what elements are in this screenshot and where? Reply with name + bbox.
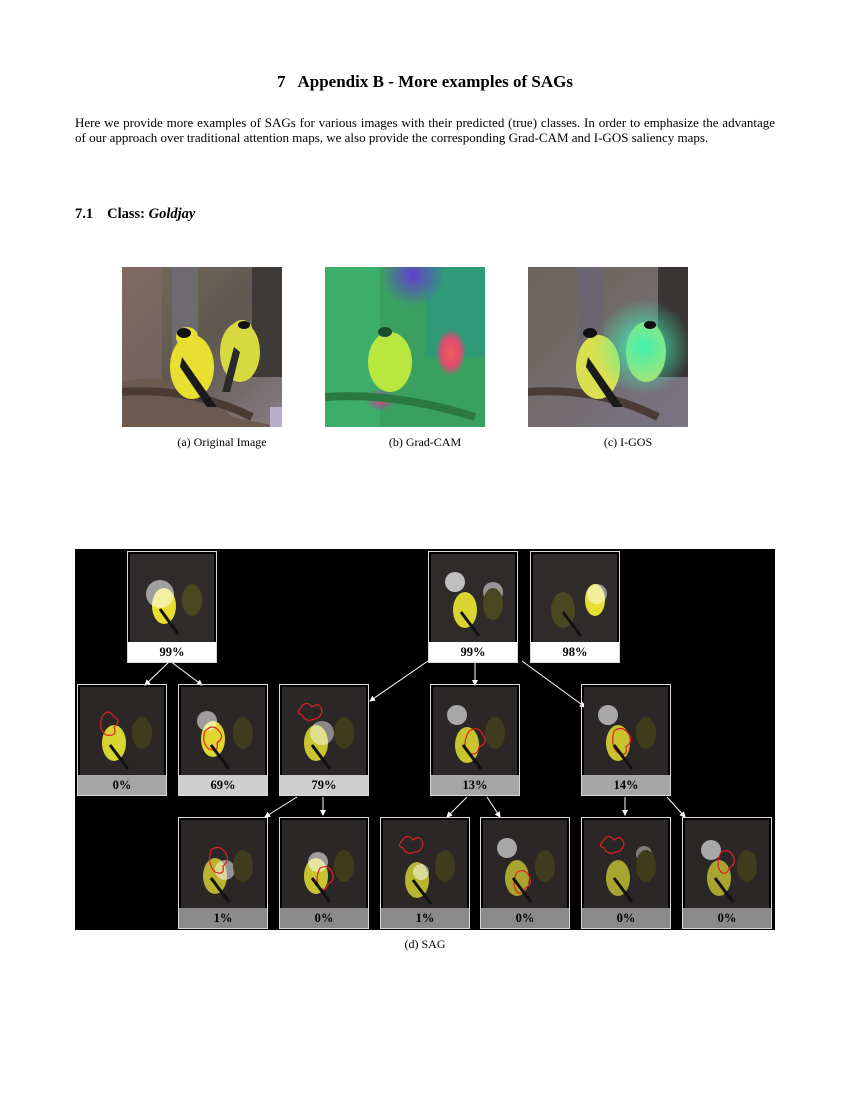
sag-node-l2-3 [279,684,369,796]
sag-thumbnail [533,554,617,642]
sag-node-l2-4 [430,684,520,796]
sag-probability: 79% [280,775,368,795]
sag-probability: 98% [531,642,619,662]
sag-thumbnail [181,820,265,908]
section-title: Appendix B - More examples of SAGs [297,72,573,91]
sag-thumbnail [433,687,517,775]
sag-thumbnail [483,820,567,908]
caption-original: (a) Original Image [177,435,267,449]
sag-node-l2-2 [178,684,268,796]
caption-gradcam: (b) Grad-CAM [388,435,462,449]
caption-igos: (c) I-GOS [603,435,653,449]
sag-probability: 13% [431,775,519,795]
sag-probability: 0% [582,908,670,928]
sag-probability: 0% [78,775,166,795]
sag-node-l3-4 [480,817,570,929]
sag-thumbnail [130,554,214,642]
figure-gradcam [325,267,485,427]
intro-paragraph: Here we provide more examples of SAGs for various images with their predicted (true) classes. In order to emphasize the advantage of our approach over traditional attention maps, we also provide the corresponding Grad-CAM and I-GOS saliency maps. [75,115,775,145]
sag-panel [75,549,775,930]
section-heading [0,72,850,92]
class-name: Goldjay [148,206,196,222]
figure-original-image [122,267,282,427]
sag-thumbnail [80,687,164,775]
sag-probability: 0% [280,908,368,928]
sag-node-root-3 [530,551,620,663]
sag-thumbnail [383,820,467,908]
sag-probability: 1% [179,908,267,928]
sag-probability: 99% [429,642,517,662]
figure-igos [528,267,688,427]
sag-probability: 0% [683,908,771,928]
sag-node-l3-1 [178,817,268,929]
sag-node-root-1 [127,551,217,663]
sag-thumbnail [282,820,366,908]
sag-thumbnail [584,687,668,775]
sag-probability: 1% [381,908,469,928]
sag-node-l2-1 [77,684,167,796]
sag-thumbnail [685,820,769,908]
caption-sag: (d) SAG [404,937,446,951]
sag-node-l3-6 [682,817,772,929]
sag-probability: 99% [128,642,216,662]
sag-node-l3-2 [279,817,369,929]
sag-node-l3-5 [581,817,671,929]
subsection-label: Class: [107,206,145,222]
sag-probability: 69% [179,775,267,795]
sag-thumbnail [584,820,668,908]
section-number: 7 [277,72,286,91]
sag-node-root-2 [428,551,518,663]
sag-node-l2-5 [581,684,671,796]
sag-thumbnail [181,687,265,775]
sag-thumbnail [431,554,515,642]
sag-node-l3-3 [380,817,470,929]
sag-probability: 14% [582,775,670,795]
subsection-heading [75,206,195,223]
sag-thumbnail [282,687,366,775]
sag-probability: 0% [481,908,569,928]
subsection-number: 7.1 [75,206,94,222]
